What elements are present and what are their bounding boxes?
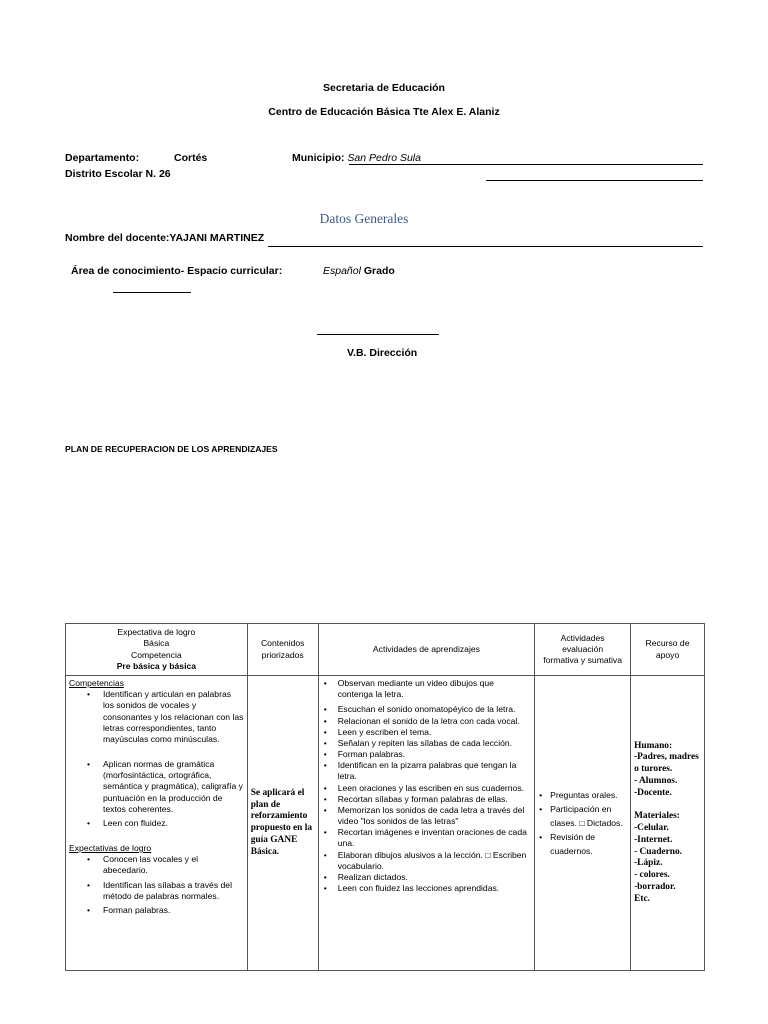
vb-direccion: V.B. Dirección [347,347,418,359]
list-item: • Aplican normas de gramática (morfosintáctica, ortográfica, semántica y pragmática), caligrafía y puntuación en la producción de textos coherentes. [69,759,244,815]
municipio-line [349,164,703,165]
list-item: • Elaboran dibujos alusivos a la lección. □ Escriben vocabulario. [322,850,531,872]
list-item: • Leen con fluidez las lecciones aprendidas. [322,883,531,894]
municipio-label: Municipio: [292,152,345,164]
table-header-row [66,624,705,676]
list-item: • Realizan dictados. [322,872,531,883]
cell-expectativas [66,676,248,971]
recursos-humano: Humano: -Padres, madres o turores. - Alumnos. -Docente. [634,740,699,798]
distrito: Distrito Escolar N. 26 [65,168,171,180]
competencias-list [69,689,244,829]
area-line [113,292,191,293]
distrito-line [486,180,703,181]
area-value-group [323,265,395,277]
area-label: Área de conocimiento- Espacio curricular: [71,265,283,277]
list-item: • Participación en clases. □ Dictados. [538,802,627,830]
list-item: • Forman palabras. [69,905,244,916]
list-item: • Conocen las vocales y el abecedario. [69,854,244,876]
expectativas-list [69,854,244,916]
expectativas-title: Expectativas de logro [69,843,152,854]
list-item: • Leen con fluidez. [69,818,244,829]
municipio-value: San Pedro Sula [347,152,421,164]
signature-line [317,334,439,335]
header-contenidos: Contenidos priorizados [247,624,318,676]
municipio [292,152,421,164]
departamento-value: Cortés [174,152,208,164]
list-item: • Recortan imágenes e inventan oraciones de cada una. [322,827,531,849]
competencias-title: Competencias [69,678,124,688]
header-evaluacion: Actividades evaluación formativa y sumativa [535,624,631,676]
list-item: • Observan mediante un video dibujos que contenga la letra. [322,678,531,700]
grado-label: Grado [363,265,395,277]
table-row [66,676,705,971]
list-item: • Memorizan los sonidos de cada letra a través del video "los sonidos de las letras" [322,805,531,827]
list-item: • Revisión de cuadernos. [538,830,627,858]
cell-evaluacion [535,676,631,971]
plan-table [65,623,705,971]
actividades-list [322,678,531,894]
header-actividades: Actividades de aprendizajes [318,624,534,676]
header-recurso: Recurso de apoyo [631,624,705,676]
docente-line [268,246,703,247]
list-item: • Recortan sílabas y forman palabras de ellas. [322,794,531,805]
header-secretaria: Secretaria de Educación [323,82,445,94]
list-item: • Identifican las sílabas a través del método de palabras normales. [69,880,244,902]
list-item: • Leen y escriben el tema. [322,727,531,738]
list-item: • Identifican en la pizarra palabras que tengan la letra. [322,760,531,782]
header-expectativa: Expectativa de logro Básica Competencia Pre básica y básica [66,624,248,676]
area-value: Español [323,265,361,277]
docente-name: Nombre del docente:YAJANI MARTINEZ [65,232,265,244]
departamento-label: Departamento: [65,152,140,164]
list-item: • Leen oraciones y las escriben en sus cuadernos. [322,783,531,794]
list-item: • Escuchan el sonido onomatopéyico de la letra. [322,704,531,715]
list-item: • Identifican y articulan en palabras los sonidos de vocales y consonantes y los relacionan con las letras correspondientes, tanto mayúsculas como minúsculas. [69,689,244,745]
list-item: • Señalan y repiten las sílabas de cada lección. [322,738,531,749]
contenidos-text: Se aplicará el plan de reforzamiento propuesto en la guía GANE Básica. [250,787,313,857]
cell-recursos [631,676,705,971]
list-item: • Preguntas orales. [538,788,627,802]
cell-contenidos [247,676,318,971]
list-item: • Forman palabras. [322,749,531,760]
plan-title: PLAN DE RECUPERACION DE LOS APRENDIZAJES [65,444,278,454]
list-item: • Relacionan el sonido de la letra con cada vocal. [322,716,531,727]
header-centro: Centro de Educación Básica Tte Alex E. Alaniz [268,106,500,118]
cell-actividades [318,676,534,971]
evaluacion-list [538,788,627,859]
recursos-materiales: Materiales: -Celular. -Internet. - Cuaderno. -Lápiz. - colores. -borrador. Etc. [634,811,682,904]
datos-generales-heading: Datos Generales [319,211,409,226]
